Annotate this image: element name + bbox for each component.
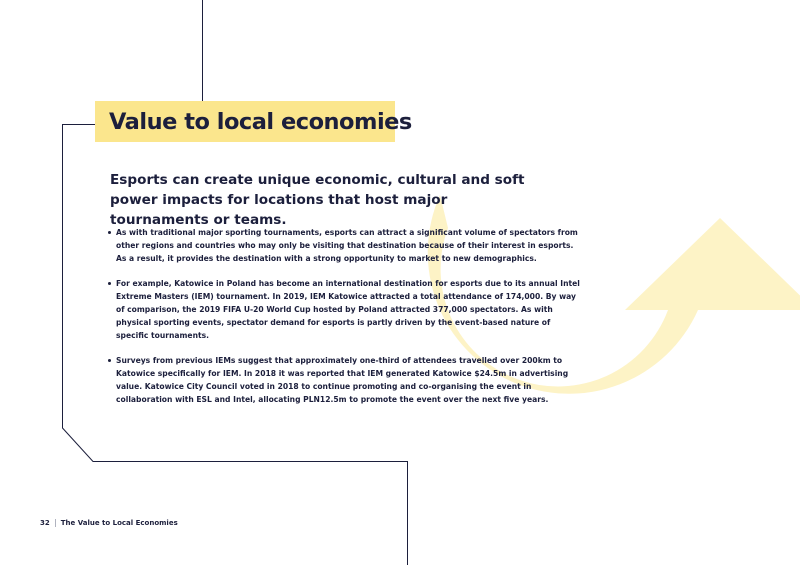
page-subtitle: Esports can create unique economic, cultural and soft power impacts for locations that host major tournaments or teams. [110, 172, 525, 228]
bullet-item: For example, Katowice in Poland has become an international destination for esports due to its annual Intel Extreme Masters (IEM) tournament. In 2019, IEM Katowice attracted a total attendance of 174,000. By way of comparison, the 2019 FIFA U-20 World Cup hosted by Poland attracted 377,000 spectators. As with physical sporting events, spectator demand for esports is partly driven by the event-based nature of specific tournaments. [108, 277, 583, 342]
bullet-item: Surveys from previous IEMs suggest that approximately one-third of attendees travelled over 200km to Katowice specifically for IEM. In 2018 it was reported that IEM generated Katowice $24.5m in advertising value. Katowice City Council voted in 2018 to continue promoting and co-organising the event in collaboration with ESL and Intel, allocating PLN12.5m to promote the event over the next five years. [108, 354, 583, 406]
footer-section-title: The Value to Local Economies [60, 519, 178, 527]
page-title: Value to local economies [109, 108, 412, 135]
footer-divider [55, 519, 56, 527]
title-banner [95, 101, 412, 142]
page-footer [40, 519, 178, 527]
page-number: 32 [40, 519, 50, 527]
bullet-item: As with traditional major sporting tournaments, esports can attract a significant volume of spectators from other regions and countries who may only be visiting that destination because of their interest in esports. As a result, it provides the destination with a strong opportunity to market to new demographics. [108, 226, 583, 265]
bullet-list [108, 226, 583, 418]
